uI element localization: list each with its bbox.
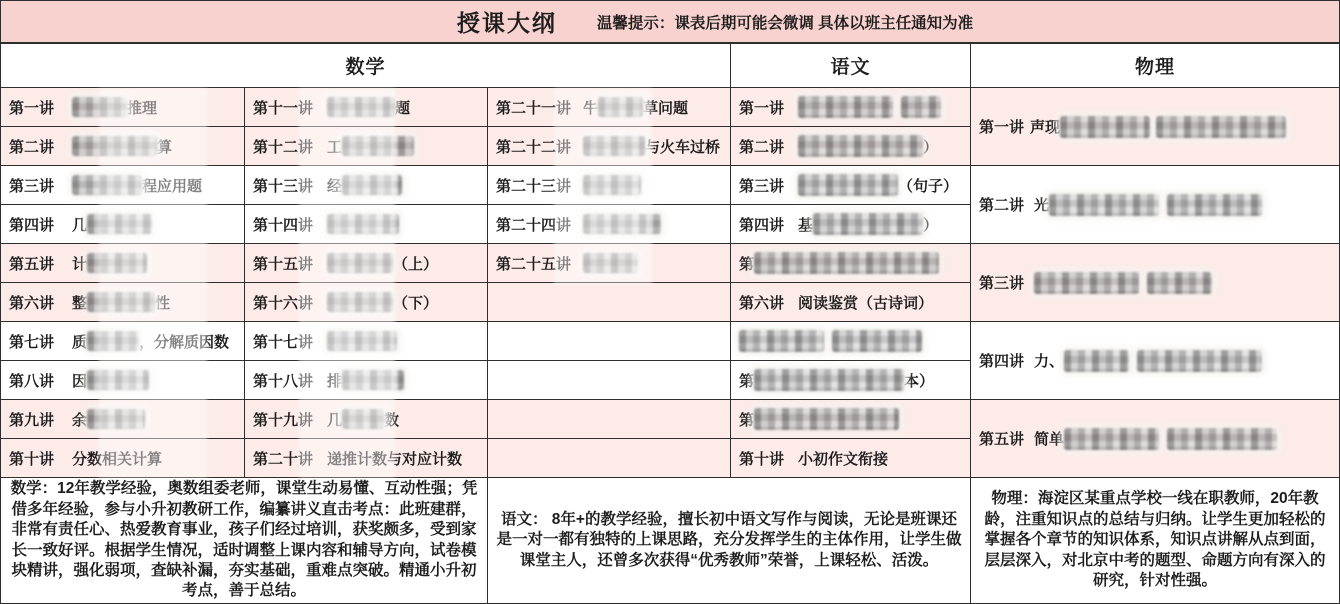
redacted-block <box>327 292 393 312</box>
lecture-label: 第九讲 <box>9 411 55 429</box>
redacted-block <box>342 136 414 156</box>
lecture-label: 第一讲 <box>979 119 1025 136</box>
math-column-2 <box>245 88 488 478</box>
lecture-label: 第二十三讲 <box>496 177 572 195</box>
lecture-text: 整 <box>72 294 88 312</box>
lecture-text: 经 <box>327 177 343 195</box>
lecture-text: 程应用题 <box>142 177 203 195</box>
lecture-row <box>245 244 487 283</box>
lecture-row <box>488 400 730 439</box>
lecture-label: 第二讲 <box>9 138 55 156</box>
lecture-text: 几 <box>72 216 88 234</box>
lecture-row <box>731 205 970 244</box>
lecture-row <box>731 166 970 205</box>
lecture-label: 第十八讲 <box>253 372 314 390</box>
redacted-block <box>72 97 127 117</box>
math-description: 数学：12年教学经验，奥数组委老师，课堂生动易懂、互动性强；凭借多年经验，参与小升初教研工作，编纂讲义直击考点：此班建群，非常有责任心、热爱教育事业，孩子们经过培训，获奖颇多，受到家长一致好评。根据学生情况，适时调整上课内容和辅导方向，试卷模块精讲，强化弱项，查缺补漏，夯实基础，重难点突破。精通小升初考点，善于总结。 <box>1 478 488 603</box>
redacted-block <box>87 292 155 312</box>
lecture-label: 第三讲 <box>9 177 55 195</box>
lecture-text: 质 <box>72 333 88 351</box>
lecture-text: 力、 <box>1034 353 1065 370</box>
header-math: 数学 <box>1 44 731 88</box>
lecture-label: 第十九讲 <box>253 411 314 429</box>
redacted-block <box>1064 350 1129 372</box>
lecture-row <box>1 205 244 244</box>
redacted-block <box>342 409 384 429</box>
lecture-label: 第四讲 <box>9 216 55 234</box>
lecture-row <box>1 283 244 322</box>
lecture-text: 分数相关计算 <box>72 450 163 468</box>
redacted-block <box>583 253 638 273</box>
lecture-label: 第十一讲 <box>253 99 314 117</box>
redacted-block <box>72 175 142 195</box>
lecture-row <box>245 88 487 127</box>
redacted-block <box>1034 272 1139 294</box>
lecture-row <box>245 361 487 400</box>
redacted-block <box>1064 428 1159 450</box>
redacted-block <box>87 370 149 390</box>
title-bar <box>1 1 1339 44</box>
redacted-block <box>72 136 157 156</box>
lecture-label: 第十六讲 <box>253 294 314 312</box>
lecture-row <box>971 244 1339 322</box>
math-column-1 <box>1 88 245 478</box>
redacted-block <box>754 408 899 430</box>
lecture-label: 第十七讲 <box>253 333 314 351</box>
redacted-block <box>754 252 939 274</box>
lecture-text: （下） <box>393 294 439 312</box>
lecture-text: 草问题 <box>643 99 689 117</box>
lecture-row <box>731 244 970 283</box>
redacted-block <box>598 97 643 117</box>
table-body <box>1 88 1339 478</box>
lecture-row <box>245 283 487 322</box>
redacted-block <box>798 96 893 118</box>
lecture-text: （上） <box>393 255 439 273</box>
lecture-text: 工 <box>327 138 343 156</box>
lecture-text: ） <box>923 216 939 234</box>
lecture-text: 因 <box>72 372 88 390</box>
physics-column <box>971 88 1339 478</box>
redacted-block <box>87 331 139 351</box>
redacted-block <box>87 214 152 234</box>
lecture-row <box>245 127 487 166</box>
redacted-block <box>798 135 923 157</box>
lecture-row <box>488 439 730 478</box>
lecture-text: 算 <box>157 138 173 156</box>
lecture-text: 排 <box>327 372 343 390</box>
redacted-block <box>87 409 145 429</box>
lecture-text: ，分解质因数 <box>139 333 230 351</box>
lecture-text: 本） <box>904 372 935 390</box>
lecture-row <box>731 283 970 322</box>
lecture-text: ） <box>923 138 939 156</box>
redacted-block <box>813 213 923 235</box>
lecture-text: 递推计数与对应计数 <box>327 450 463 468</box>
lecture-row <box>731 127 970 166</box>
lecture-text: 性 <box>155 294 171 312</box>
lecture-label: 第二十一讲 <box>496 99 572 117</box>
lecture-row <box>245 439 487 478</box>
lecture-row <box>1 166 244 205</box>
redacted-block <box>327 331 397 351</box>
redacted-block <box>798 174 898 196</box>
lecture-row <box>731 88 970 127</box>
column-headers <box>1 44 1339 88</box>
lecture-row <box>245 400 487 439</box>
lecture-row <box>1 361 244 400</box>
lecture-label: 第三讲 <box>739 177 785 195</box>
lecture-text: 题 <box>395 99 411 117</box>
lecture-row <box>971 88 1339 166</box>
lecture-text: 第 <box>739 255 755 273</box>
redacted-block <box>327 214 399 234</box>
redacted-block <box>754 369 904 391</box>
redacted-block <box>342 370 404 390</box>
lecture-row <box>488 283 730 322</box>
redacted-block <box>327 97 395 117</box>
lecture-label: 第六讲 <box>739 294 785 312</box>
redacted-block <box>1049 194 1159 216</box>
lecture-label: 第二讲 <box>739 138 785 156</box>
lecture-row <box>971 322 1339 400</box>
lecture-label: 第六讲 <box>9 294 55 312</box>
lecture-text: 第 <box>739 411 755 429</box>
redacted-block <box>583 214 661 234</box>
redacted-block <box>327 253 393 273</box>
lecture-text: 基 <box>798 216 814 234</box>
redacted-block <box>1156 116 1286 138</box>
lecture-row <box>971 166 1339 244</box>
redacted-block <box>583 175 641 195</box>
lecture-row <box>731 400 970 439</box>
lecture-label: 第三讲 <box>979 275 1025 292</box>
lecture-text: 几 <box>327 411 343 429</box>
lecture-label: 第二十四讲 <box>496 216 572 234</box>
header-chinese: 语文 <box>731 44 971 88</box>
lecture-row <box>1 400 244 439</box>
math-column-3 <box>488 88 731 478</box>
lecture-label: 第七讲 <box>9 333 55 351</box>
lecture-label: 第十四讲 <box>253 216 314 234</box>
lecture-text: 光 <box>1034 197 1050 214</box>
header-physics: 物理 <box>971 44 1339 88</box>
lecture-label: 第十三讲 <box>253 177 314 195</box>
lecture-row <box>1 322 244 361</box>
lecture-label: 第十二讲 <box>253 138 314 156</box>
redacted-block <box>1147 272 1212 294</box>
lecture-row <box>488 205 730 244</box>
lecture-text: 余 <box>72 411 88 429</box>
lecture-row <box>731 439 970 478</box>
lecture-label: 第八讲 <box>9 372 55 390</box>
redacted-block <box>342 175 402 195</box>
lecture-row <box>488 244 730 283</box>
lecture-label: 第二讲 <box>979 197 1025 214</box>
redacted-block <box>1167 428 1277 450</box>
lecture-row <box>1 127 244 166</box>
lecture-text: 第 <box>739 372 755 390</box>
lecture-row <box>488 322 730 361</box>
notice-text: 温馨提示：课表后期可能会微调 具体以班主任通知为准 <box>596 14 974 32</box>
lecture-row <box>488 88 730 127</box>
redacted-block <box>1137 350 1262 372</box>
lecture-label: 第一讲 <box>739 99 785 117</box>
lecture-row <box>245 205 487 244</box>
physics-description: 物理：海淀区某重点学校一线在职教师，20年教龄，注重知识点的总结与归纳。让学生更加轻松的掌握各个章节的知识体系，知识点讲解从点到面，层层深入，对北京中考的题型、命题方向有深入的研究，针对性强。 <box>984 490 1326 590</box>
lecture-text: （句子） <box>898 177 959 195</box>
redacted-block <box>583 136 645 156</box>
lecture-row <box>245 166 487 205</box>
chinese-column <box>731 88 971 478</box>
lecture-label: 第二十讲 <box>253 450 314 468</box>
lecture-label: 第二十二讲 <box>496 138 572 156</box>
chinese-description: 语文： 8年+的教学经验，擅长初中语文写作与阅读，无论是班课还是一对一都有独特的上课思路，充分发挥学生的主体作用，让学生做课堂主人，还曾多次获得“优秀教师”荣誉，上课轻松、活泼。 <box>488 478 971 603</box>
lecture-row <box>1 88 244 127</box>
lecture-text: 数 <box>384 411 400 429</box>
lecture-label: 第二十五讲 <box>496 255 572 273</box>
descriptions-row <box>1 478 1339 603</box>
lecture-row <box>488 127 730 166</box>
lecture-text: 推理 <box>127 99 158 117</box>
redacted-block <box>832 330 922 352</box>
redacted-block <box>1060 116 1150 138</box>
lecture-text: 阅读鉴赏（古诗词） <box>798 294 934 312</box>
redacted-block <box>901 96 941 118</box>
redacted-block <box>1167 194 1262 216</box>
lecture-text: 声现 <box>1030 119 1061 136</box>
lecture-label: 第四讲 <box>739 216 785 234</box>
lecture-label: 第十讲 <box>739 450 785 468</box>
lecture-label: 第五讲 <box>9 255 55 273</box>
lecture-text: 小初作文衔接 <box>798 450 889 468</box>
redacted-block <box>739 330 824 352</box>
page-title: 授课大纲 <box>456 10 557 36</box>
lecture-row <box>488 361 730 400</box>
lecture-label: 第十五讲 <box>253 255 314 273</box>
lecture-text: 牛 <box>583 99 599 117</box>
redacted-block <box>87 253 147 273</box>
lecture-row <box>971 400 1339 478</box>
lecture-row <box>245 322 487 361</box>
lecture-text: 与火车过桥 <box>645 138 721 156</box>
lecture-row <box>1 439 244 478</box>
lecture-text: 简单 <box>1034 431 1065 448</box>
lecture-row <box>488 166 730 205</box>
lecture-label: 第五讲 <box>979 431 1025 448</box>
lecture-row <box>731 361 970 400</box>
lecture-row <box>731 322 970 361</box>
lecture-row <box>1 244 244 283</box>
lecture-text: 计 <box>72 255 88 273</box>
lecture-label: 第四讲 <box>979 353 1025 370</box>
lecture-label: 第十讲 <box>9 450 55 468</box>
lecture-label: 第一讲 <box>9 99 55 117</box>
